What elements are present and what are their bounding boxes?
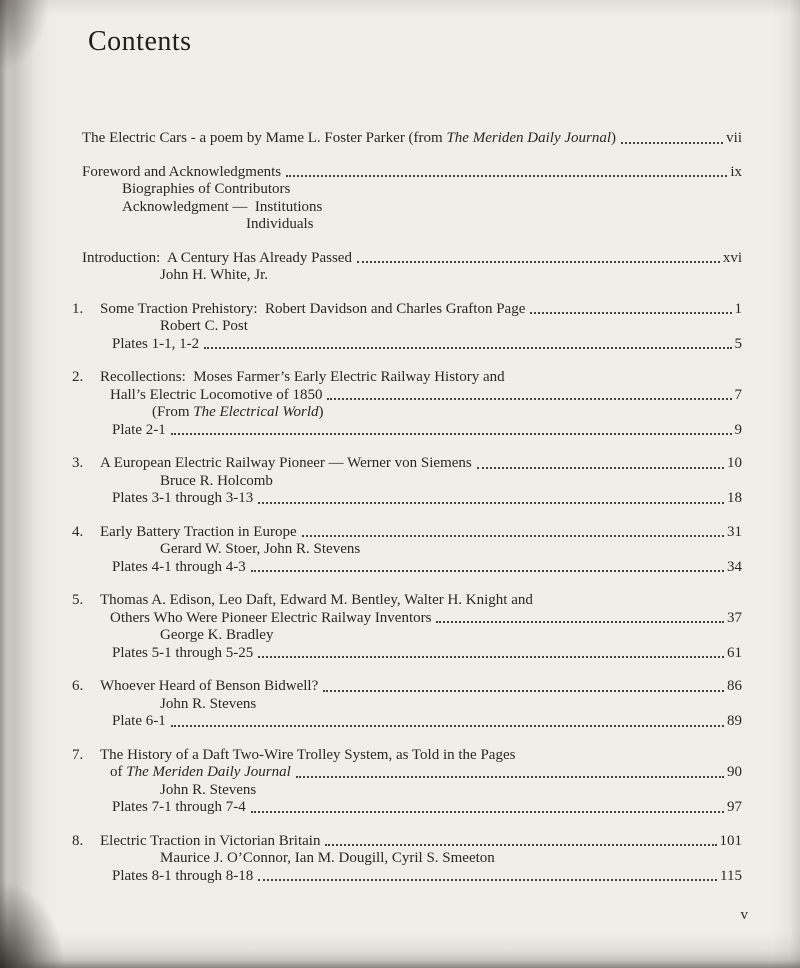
entry-text: The Electric Cars - a poem by Mame L. Foster Parker (from The Meriden Daily Journal) xyxy=(82,130,617,146)
entry-text: of The Meriden Daily Journal xyxy=(110,764,291,780)
toc-row xyxy=(0,764,742,782)
toc-row xyxy=(0,369,742,387)
page-ref: ix xyxy=(730,163,742,180)
entry-text: Robert C. Post xyxy=(160,318,248,334)
toc-row xyxy=(0,713,742,731)
toc-entry xyxy=(0,833,800,886)
entry-text: Introduction: A Century Has Already Passed xyxy=(82,249,352,266)
entry-number: 1. xyxy=(72,300,84,317)
toc-entry xyxy=(0,130,800,148)
dot-leader xyxy=(171,724,724,727)
entry-text: Thomas A. Edison, Leo Daft, Edward M. Bentley, Walter H. Knight and xyxy=(100,592,533,608)
entry-text: Plate 2-1 xyxy=(112,421,166,438)
entry-text: Plate 6-1 xyxy=(112,713,166,729)
toc-row xyxy=(0,199,742,217)
toc-row xyxy=(0,318,742,336)
entry-text: Recollections: Moses Farmer’s Early Electric Railway History and xyxy=(100,369,505,385)
entry-text: Early Battery Traction in Europe xyxy=(100,523,297,540)
page-ref: 10 xyxy=(727,455,742,471)
toc-row xyxy=(0,422,742,440)
entry-number: 6. xyxy=(72,678,84,694)
table-of-contents xyxy=(0,130,800,885)
toc-row xyxy=(0,559,742,577)
dot-leader xyxy=(251,810,724,813)
entry-text: Plates 1-1, 1-2 xyxy=(112,335,200,352)
dot-leader xyxy=(171,432,732,435)
dot-leader xyxy=(296,775,724,778)
entry-text: Plates 8-1 through 8-18 xyxy=(112,867,254,884)
entry-text: Bruce R. Holcomb xyxy=(160,472,273,489)
dot-leader xyxy=(251,569,724,572)
page-ref: 34 xyxy=(727,558,742,575)
entry-number: 3. xyxy=(72,455,84,471)
page-title: Contents xyxy=(88,26,192,57)
toc-row xyxy=(0,336,742,354)
page-ref: vii xyxy=(726,130,742,146)
toc-row xyxy=(0,250,742,268)
toc-row xyxy=(0,130,742,148)
page-ref: 115 xyxy=(720,867,742,884)
toc-row xyxy=(0,833,742,851)
toc-row xyxy=(0,216,742,234)
toc-row xyxy=(0,868,742,886)
toc-row xyxy=(0,592,742,610)
entry-text: Hall’s Electric Locomotive of 1850 xyxy=(110,386,323,403)
page-ref: 18 xyxy=(727,490,742,506)
page-ref: 1 xyxy=(734,300,742,317)
dot-leader xyxy=(286,174,727,177)
toc-entry xyxy=(0,164,800,234)
page-ref: 101 xyxy=(719,832,742,849)
dot-leader xyxy=(325,843,716,846)
entry-text: Biographies of Contributors xyxy=(122,181,291,197)
toc-row xyxy=(0,181,742,199)
entry-number: 5. xyxy=(72,592,84,608)
toc-row xyxy=(0,696,742,714)
dot-leader xyxy=(357,260,720,263)
toc-entry xyxy=(0,747,800,817)
toc-entry xyxy=(0,301,800,354)
toc-row xyxy=(0,164,742,182)
entry-text: The History of a Daft Two-Wire Trolley System, as Told in the Pages xyxy=(100,746,516,763)
entry-text: (From The Electrical World) xyxy=(152,404,324,420)
toc-row xyxy=(0,610,742,628)
dot-leader xyxy=(258,501,724,504)
toc-entry xyxy=(0,250,800,285)
page-ref: 37 xyxy=(727,609,742,626)
toc-row xyxy=(0,267,742,285)
entry-text: Plates 3-1 through 3-13 xyxy=(112,490,254,506)
dot-leader xyxy=(204,346,731,349)
page-ref: 7 xyxy=(734,386,742,403)
dot-leader xyxy=(258,878,717,881)
entry-text: Gerard W. Stoer, John R. Stevens xyxy=(160,541,361,557)
entry-text: Others Who Were Pioneer Electric Railway Inventors xyxy=(110,609,432,626)
dot-leader xyxy=(530,311,731,314)
page-ref: xvi xyxy=(722,249,742,266)
entry-number: 8. xyxy=(72,832,84,849)
entry-text: Plates 4-1 through 4-3 xyxy=(112,558,246,575)
entry-text: Whoever Heard of Benson Bidwell? xyxy=(100,678,319,694)
page-ref: 5 xyxy=(734,335,742,352)
entry-text: Plates 5-1 through 5-25 xyxy=(112,644,254,661)
toc-row xyxy=(0,850,742,868)
toc-row xyxy=(0,645,742,663)
toc-row xyxy=(0,799,742,817)
toc-row xyxy=(0,678,742,696)
toc-row xyxy=(0,301,742,319)
entry-text: Individuals xyxy=(246,216,314,232)
entry-number: 4. xyxy=(72,523,84,540)
toc-row xyxy=(0,747,742,765)
entry-number: 2. xyxy=(72,369,84,385)
toc-row xyxy=(0,524,742,542)
folio-page-number: v xyxy=(740,907,748,923)
page-ref: 97 xyxy=(727,799,742,815)
page-ref: 9 xyxy=(734,421,742,438)
dot-leader xyxy=(621,141,723,144)
dot-leader xyxy=(436,620,724,623)
page-ref: 90 xyxy=(727,764,742,780)
entry-text: Electric Traction in Victorian Britain xyxy=(100,832,321,849)
entry-text: Plates 7-1 through 7-4 xyxy=(112,799,246,815)
toc-row xyxy=(0,387,742,405)
dot-leader xyxy=(302,534,724,537)
page-ref: 61 xyxy=(727,644,742,661)
entry-text: Acknowledgment — Institutions xyxy=(122,198,323,215)
toc-row xyxy=(0,782,742,800)
entry-text: Some Traction Prehistory: Robert Davidson and Charles Grafton Page xyxy=(100,300,526,317)
toc-entry xyxy=(0,369,800,439)
entry-number: 7. xyxy=(72,746,84,763)
entry-text: George K. Bradley xyxy=(160,627,274,643)
toc-row xyxy=(0,490,742,508)
page-ref: 31 xyxy=(727,523,742,540)
page-ref: 86 xyxy=(727,678,742,694)
toc-entry xyxy=(0,455,800,508)
entry-text: Maurice J. O’Connor, Ian M. Dougill, Cyril S. Smeeton xyxy=(160,850,495,866)
toc-row xyxy=(0,455,742,473)
entry-text: A European Electric Railway Pioneer — Werner von Siemens xyxy=(100,455,472,471)
entry-text: John R. Stevens xyxy=(160,781,257,798)
toc-entry xyxy=(0,524,800,577)
toc-row xyxy=(0,541,742,559)
dot-leader xyxy=(477,466,724,469)
toc-entry xyxy=(0,592,800,662)
page-ref: 89 xyxy=(727,713,742,729)
toc-entry xyxy=(0,678,800,731)
dot-leader xyxy=(258,655,724,658)
dot-leader xyxy=(327,397,731,400)
dot-leader xyxy=(323,689,724,692)
toc-row xyxy=(0,473,742,491)
toc-row xyxy=(0,627,742,645)
entry-text: Foreword and Acknowledgments xyxy=(82,163,282,180)
entry-text: John H. White, Jr. xyxy=(160,267,269,283)
toc-row xyxy=(0,404,742,422)
entry-text: John R. Stevens xyxy=(160,695,257,712)
